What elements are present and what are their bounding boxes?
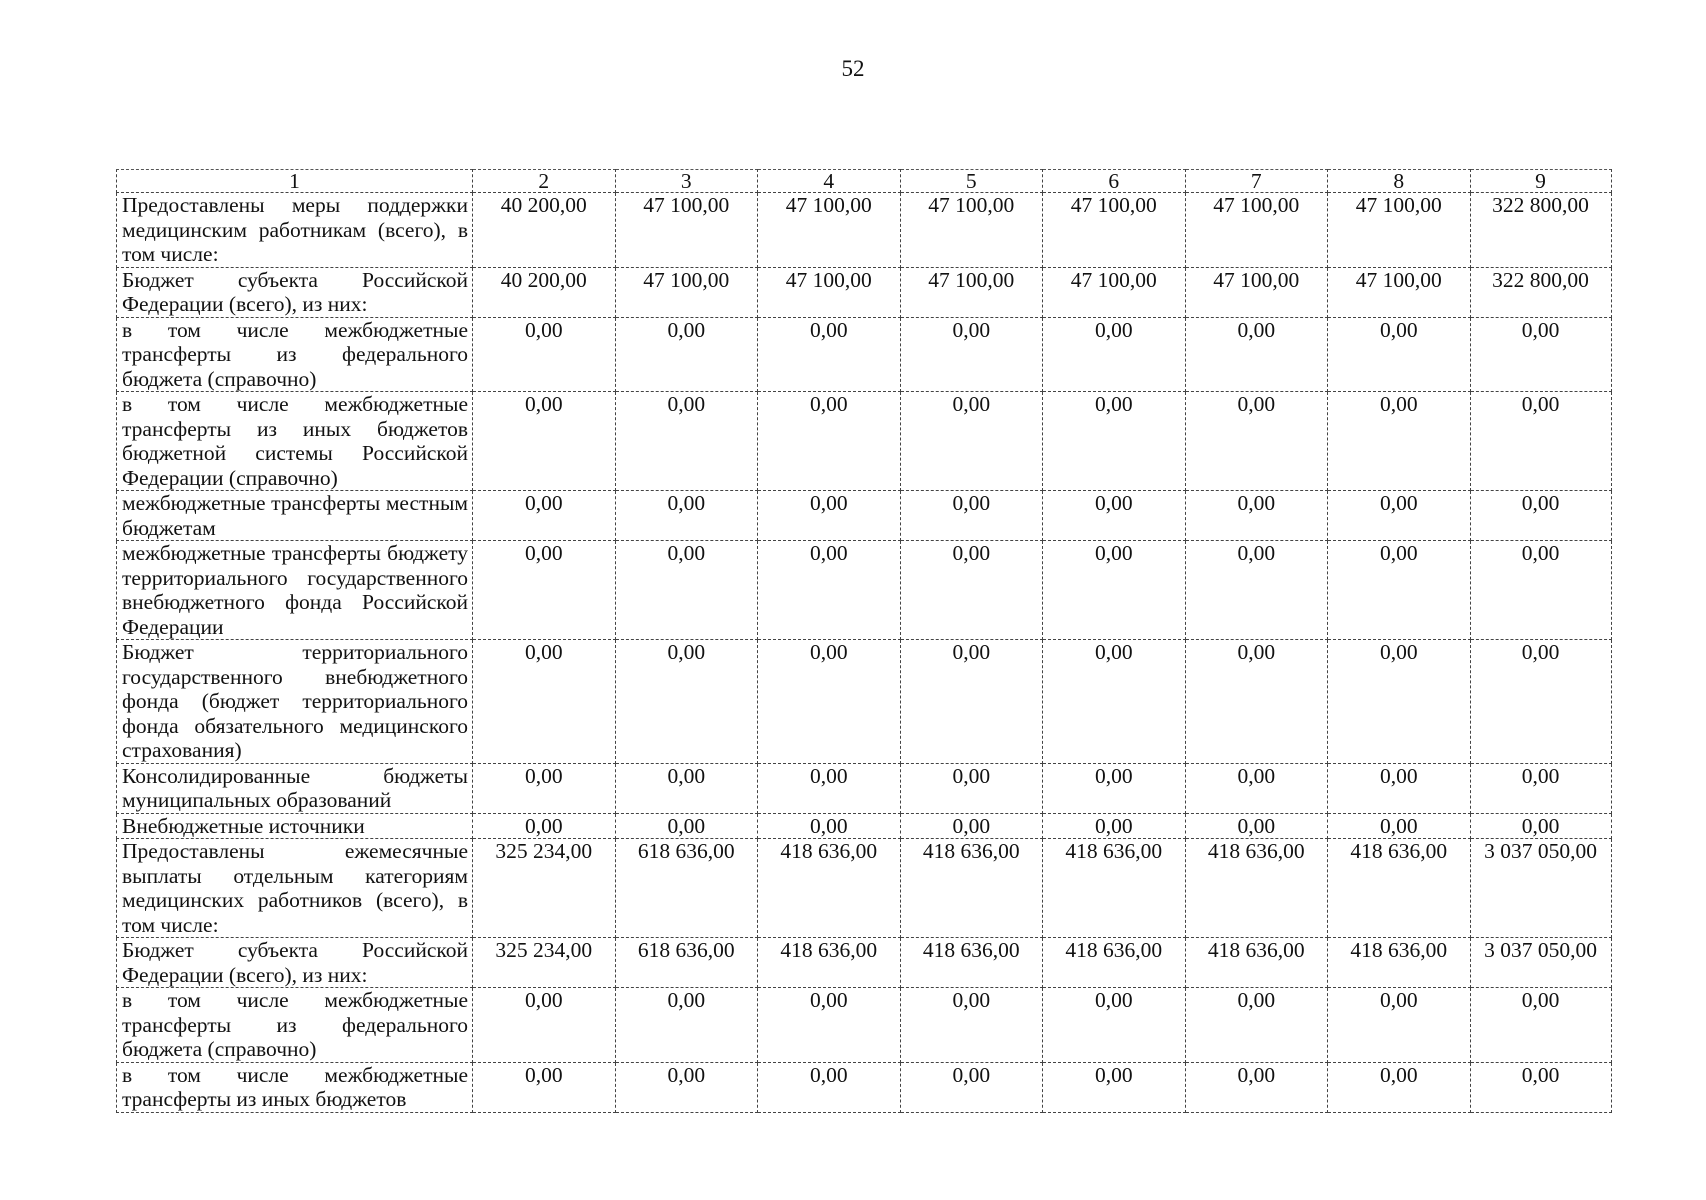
value-cell: 47 100,00 [1328, 267, 1471, 317]
value-cell: 0,00 [758, 541, 901, 640]
value-cell: 0,00 [758, 640, 901, 764]
value-cell: 0,00 [758, 813, 901, 839]
row-label: Внебюджетные источники [117, 813, 473, 839]
row-label: Бюджет субъекта Российской Федерации (всего), из них: [117, 938, 473, 988]
value-cell: 0,00 [1470, 813, 1611, 839]
table-row [117, 813, 1612, 839]
value-cell: 3 037 050,00 [1470, 938, 1611, 988]
value-cell: 322 800,00 [1470, 193, 1611, 268]
value-cell: 0,00 [1043, 640, 1186, 764]
value-cell: 0,00 [615, 813, 758, 839]
value-cell: 0,00 [758, 392, 901, 491]
value-cell: 418 636,00 [1185, 839, 1328, 938]
value-cell: 0,00 [1328, 392, 1471, 491]
table-row [117, 541, 1612, 640]
value-cell: 0,00 [1328, 988, 1471, 1063]
value-cell: 0,00 [1470, 392, 1611, 491]
value-cell: 418 636,00 [1328, 839, 1471, 938]
value-cell: 325 234,00 [473, 839, 616, 938]
column-header: 5 [900, 170, 1043, 193]
value-cell: 47 100,00 [1328, 193, 1471, 268]
value-cell: 0,00 [1043, 988, 1186, 1063]
value-cell: 0,00 [1185, 813, 1328, 839]
value-cell: 0,00 [900, 491, 1043, 541]
value-cell: 0,00 [1185, 640, 1328, 764]
column-header: 2 [473, 170, 616, 193]
row-label: в том числе межбюджетные трансферты из федерального бюджета (справочно) [117, 317, 473, 392]
value-cell: 0,00 [1185, 541, 1328, 640]
value-cell: 0,00 [758, 317, 901, 392]
row-label: в том числе межбюджетные трансферты из федерального бюджета (справочно) [117, 988, 473, 1063]
value-cell: 0,00 [473, 491, 616, 541]
value-cell: 0,00 [473, 640, 616, 764]
value-cell: 0,00 [615, 317, 758, 392]
value-cell: 0,00 [473, 541, 616, 640]
row-label: Предоставлены меры поддержки медицинским работникам (всего), в том числе: [117, 193, 473, 268]
value-cell: 0,00 [1470, 317, 1611, 392]
column-header: 1 [117, 170, 473, 193]
table-body [117, 193, 1612, 1113]
value-cell: 0,00 [473, 392, 616, 491]
value-cell: 325 234,00 [473, 938, 616, 988]
table-row [117, 763, 1612, 813]
value-cell: 0,00 [615, 988, 758, 1063]
value-cell: 0,00 [1043, 763, 1186, 813]
table-row [117, 839, 1612, 938]
row-label: межбюджетные трансферты местным бюджетам [117, 491, 473, 541]
value-cell: 0,00 [1328, 813, 1471, 839]
value-cell: 0,00 [615, 1062, 758, 1112]
value-cell: 0,00 [1328, 640, 1471, 764]
value-cell: 0,00 [1470, 640, 1611, 764]
value-cell: 618 636,00 [615, 938, 758, 988]
value-cell: 0,00 [473, 763, 616, 813]
value-cell: 0,00 [1470, 541, 1611, 640]
value-cell: 0,00 [1470, 988, 1611, 1063]
table-header-row [117, 170, 1612, 193]
column-header: 4 [758, 170, 901, 193]
budget-table [116, 169, 1612, 1113]
value-cell: 0,00 [900, 392, 1043, 491]
value-cell: 0,00 [473, 317, 616, 392]
value-cell: 0,00 [615, 491, 758, 541]
column-header: 3 [615, 170, 758, 193]
value-cell: 0,00 [900, 317, 1043, 392]
value-cell: 0,00 [1470, 491, 1611, 541]
value-cell: 47 100,00 [1185, 267, 1328, 317]
value-cell: 0,00 [1043, 813, 1186, 839]
value-cell: 47 100,00 [1185, 193, 1328, 268]
value-cell: 418 636,00 [758, 938, 901, 988]
value-cell: 0,00 [615, 392, 758, 491]
value-cell: 0,00 [1043, 392, 1186, 491]
value-cell: 0,00 [900, 988, 1043, 1063]
table-row [117, 640, 1612, 764]
value-cell: 0,00 [473, 813, 616, 839]
value-cell: 0,00 [758, 491, 901, 541]
value-cell: 0,00 [473, 1062, 616, 1112]
value-cell: 418 636,00 [1185, 938, 1328, 988]
value-cell: 418 636,00 [900, 938, 1043, 988]
row-label: Предоставлены ежемесячные выплаты отдельным категориям медицинских работников (всего), в том числе: [117, 839, 473, 938]
value-cell: 418 636,00 [1043, 839, 1186, 938]
value-cell: 0,00 [1043, 1062, 1186, 1112]
value-cell: 418 636,00 [1328, 938, 1471, 988]
value-cell: 47 100,00 [758, 193, 901, 268]
column-header: 6 [1043, 170, 1186, 193]
value-cell: 47 100,00 [615, 193, 758, 268]
row-label: в том числе межбюджетные трансферты из иных бюджетов бюджетной системы Российской Федерации (справочно) [117, 392, 473, 491]
value-cell: 0,00 [1328, 1062, 1471, 1112]
value-cell: 0,00 [1185, 317, 1328, 392]
value-cell: 418 636,00 [900, 839, 1043, 938]
value-cell: 322 800,00 [1470, 267, 1611, 317]
value-cell: 0,00 [900, 1062, 1043, 1112]
table-row [117, 193, 1612, 268]
value-cell: 0,00 [1043, 317, 1186, 392]
value-cell: 40 200,00 [473, 267, 616, 317]
value-cell: 47 100,00 [615, 267, 758, 317]
row-label: Бюджет территориального государственного внебюджетного фонда (бюджет территориального фонда обязательного медицинского страхования) [117, 640, 473, 764]
value-cell: 0,00 [615, 640, 758, 764]
value-cell: 47 100,00 [1043, 193, 1186, 268]
value-cell: 0,00 [1185, 1062, 1328, 1112]
value-cell: 418 636,00 [1043, 938, 1186, 988]
value-cell: 0,00 [1328, 763, 1471, 813]
value-cell: 618 636,00 [615, 839, 758, 938]
table-row [117, 938, 1612, 988]
value-cell: 0,00 [1185, 763, 1328, 813]
table-row [117, 1062, 1612, 1112]
value-cell: 40 200,00 [473, 193, 616, 268]
value-cell: 0,00 [615, 763, 758, 813]
value-cell: 0,00 [1185, 491, 1328, 541]
value-cell: 3 037 050,00 [1470, 839, 1611, 938]
value-cell: 0,00 [900, 541, 1043, 640]
table-row [117, 267, 1612, 317]
value-cell: 0,00 [900, 640, 1043, 764]
value-cell: 0,00 [615, 541, 758, 640]
row-label: межбюджетные трансферты бюджету территориального государственного внебюджетного фонда Российской Федерации [117, 541, 473, 640]
value-cell: 47 100,00 [900, 267, 1043, 317]
value-cell: 0,00 [900, 813, 1043, 839]
row-label: в том числе межбюджетные трансферты из иных бюджетов [117, 1062, 473, 1112]
value-cell: 0,00 [1328, 541, 1471, 640]
value-cell: 0,00 [1185, 988, 1328, 1063]
page-number: 52 [841, 56, 865, 81]
value-cell: 47 100,00 [900, 193, 1043, 268]
value-cell: 0,00 [473, 988, 616, 1063]
value-cell: 0,00 [758, 988, 901, 1063]
table-row [117, 988, 1612, 1063]
value-cell: 0,00 [900, 763, 1043, 813]
table-row [117, 491, 1612, 541]
value-cell: 0,00 [1470, 1062, 1611, 1112]
value-cell: 418 636,00 [758, 839, 901, 938]
row-label: Консолидированные бюджеты муниципальных образований [117, 763, 473, 813]
value-cell: 47 100,00 [1043, 267, 1186, 317]
value-cell: 0,00 [1043, 541, 1186, 640]
value-cell: 0,00 [1328, 317, 1471, 392]
column-header: 8 [1328, 170, 1471, 193]
value-cell: 0,00 [1470, 763, 1611, 813]
value-cell: 0,00 [758, 1062, 901, 1112]
row-label: Бюджет субъекта Российской Федерации (всего), из них: [117, 267, 473, 317]
value-cell: 0,00 [758, 763, 901, 813]
value-cell: 0,00 [1185, 392, 1328, 491]
value-cell: 0,00 [1043, 491, 1186, 541]
value-cell: 47 100,00 [758, 267, 901, 317]
table-row [117, 317, 1612, 392]
table-row [117, 392, 1612, 491]
value-cell: 0,00 [1328, 491, 1471, 541]
column-header: 9 [1470, 170, 1611, 193]
column-header: 7 [1185, 170, 1328, 193]
